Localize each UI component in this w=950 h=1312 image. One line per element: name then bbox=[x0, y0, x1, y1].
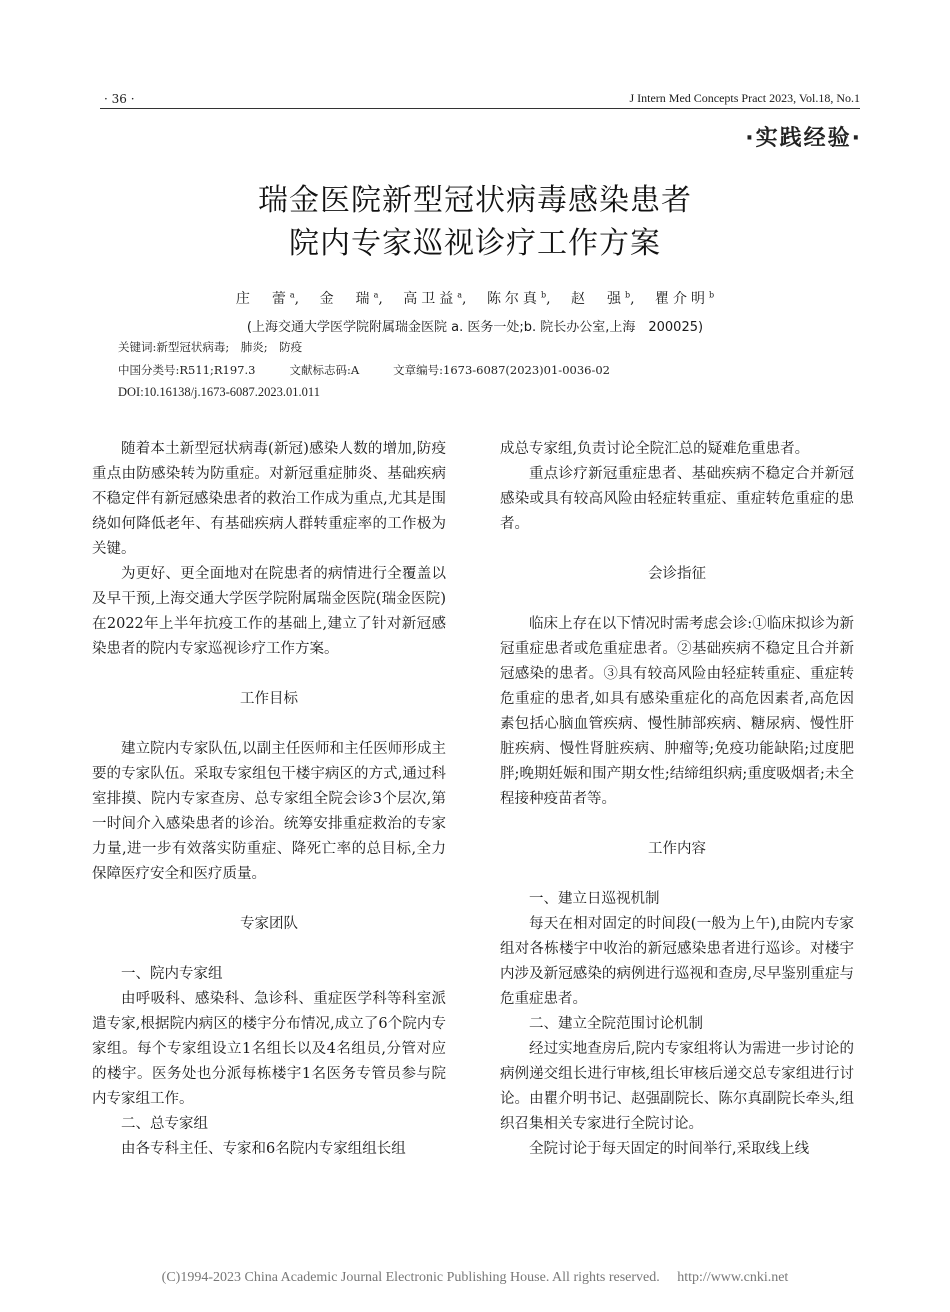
author-affiliation-mark: b bbox=[624, 290, 631, 300]
affiliation: (上海交通大学医学院附属瑞金医院 a. 医务一处;b. 院长办公室,上海 200025) bbox=[246, 320, 704, 335]
heading-consultation-criteria: 会诊指征 bbox=[648, 566, 706, 582]
author-name: 赵 强 bbox=[570, 291, 625, 307]
article-title-line-2: 院内专家巡视诊疗工作方案 bbox=[289, 226, 661, 261]
subheading-general-expert-group: 二、总专家组 bbox=[121, 1116, 208, 1132]
continued-paragraph: 成总专家组,负责讨论全院汇总的疑难危重患者。 bbox=[500, 441, 810, 457]
section-label: ·实践经验· bbox=[745, 126, 862, 151]
author-name: 瞿介明 bbox=[655, 291, 709, 307]
right-column bbox=[500, 437, 854, 1162]
left-column bbox=[92, 437, 446, 1162]
goal-paragraph: 建立院内专家队伍,以副主任医师和主任医师形成主要的专家队伍。采取专家组包干楼宇病区的方式,通过科室排摸、院内专家查房、总专家组全院会诊3个层次,第一时间介入感染患者的诊治。统筹安排重症救治的专家力量,进一步有效落实防重症、降死亡率的总目标,全力保障医疗安全和医疗质量。 bbox=[92, 741, 446, 882]
heading-work-goals: 工作目标 bbox=[240, 691, 298, 707]
author-name: 陈尔真 bbox=[486, 291, 541, 307]
author-affiliation-mark: a bbox=[457, 290, 463, 300]
author-separator: , bbox=[378, 291, 387, 307]
subheading-internal-expert-group: 一、院内专家组 bbox=[121, 966, 223, 982]
team-paragraph-1: 由呼吸科、感染科、急诊科、重症医学科等科室派遣专家,根据院内病区的楼宇分布情况,成立了6个院内专家组。每个专家组设立1名组长以及4名组员,分管对应的楼宇。医务处也分派每栋楼宇1名医务专管员参与院内专家组工作。 bbox=[92, 991, 446, 1107]
intro-paragraph-2: 为更好、更全面地对在院患者的病情进行全覆盖以及早干预,上海交通大学医学院附属瑞金医院(瑞金医院)在2022年上半年抗疫工作的基础上,建立了针对新冠感染患者的院内专家巡视诊疗工作方案。 bbox=[92, 566, 446, 657]
author bbox=[571, 291, 639, 307]
classification-line bbox=[118, 362, 610, 378]
author-name: 高卫益 bbox=[403, 291, 458, 307]
content-paragraph-2: 经过实地查房后,院内专家组将认为需进一步讨论的病例递交组长进行审核,组长审核后递交总专家组进行讨论。由瞿介明书记、赵强副院长、陈尔真副院长牵头,组织召集相关专家进行全院讨论。 bbox=[500, 1041, 854, 1132]
author-name: 庄 蕾 bbox=[235, 291, 290, 307]
author bbox=[655, 291, 714, 307]
focus-paragraph: 重点诊疗新冠重症患者、基础疾病不稳定合并新冠感染或具有较高风险由轻症转重症、重症转危重症的患者。 bbox=[500, 466, 854, 532]
author bbox=[487, 291, 555, 307]
author-separator: , bbox=[462, 291, 471, 307]
author-affiliation-mark: a bbox=[373, 290, 379, 300]
author bbox=[403, 291, 470, 307]
article-number: 文章编号:1673-6087(2023)01-0036-02 bbox=[393, 363, 610, 377]
page-number: · 36 · bbox=[104, 92, 135, 106]
consultation-paragraph: 临床上存在以下情况时需考虑会诊:①临床拟诊为新冠重症患者或危重症患者。②基础疾病不稳定且合并新冠感染的患者。③具有较高风险由轻症转重症、重症转危重症的患者,如具有感染重症化的高危因素者,高危因素包括心脑血管疾病、慢性肺部疾病、糖尿病、慢性肝脏疾病、慢性肾脏疾病、肿瘤等;免疫功能缺陷;过度肥胖;晚期妊娠和围产期女性;结缔组织病;重度吸烟者;未全程接种疫苗者等。 bbox=[500, 616, 854, 807]
content-paragraph-1: 每天在相对固定的时间段(一般为上午),由院内专家组对各栋楼宇中收治的新冠感染患者进行巡诊。对楼宇内涉及新冠感染的病例进行巡视和查房,尽早鉴别重症与危重症患者。 bbox=[500, 916, 854, 1007]
author-name: 金 瑞 bbox=[319, 291, 374, 307]
heading-expert-team: 专家团队 bbox=[240, 916, 298, 932]
journal-citation: J Intern Med Concepts Pract 2023, Vol.18, No.1 bbox=[629, 91, 860, 105]
copyright-footer: (C)1994-2023 China Academic Journal Electronic Publishing House. All rights reserved. http://www.cnki.net bbox=[161, 1270, 789, 1285]
author-list bbox=[0, 288, 950, 308]
document-code: 文献标志码:A bbox=[289, 363, 360, 377]
content-paragraph-3: 全院讨论于每天固定的时间举行,采取线上线 bbox=[529, 1141, 810, 1157]
team-paragraph-2: 由各专科主任、专家和6名院内专家组组长组 bbox=[121, 1141, 406, 1157]
header-rule bbox=[100, 108, 860, 109]
subheading-hospital-discussion: 二、建立全院范围讨论机制 bbox=[529, 1016, 703, 1032]
doi: DOI:10.16138/j.1673-6087.2023.01.011 bbox=[118, 385, 320, 399]
article-title-line-1: 瑞金医院新型冠状病毒感染患者 bbox=[258, 183, 692, 218]
heading-work-content: 工作内容 bbox=[648, 841, 706, 857]
author-affiliation-mark: a bbox=[289, 290, 295, 300]
author-affiliation-mark: b bbox=[709, 290, 715, 300]
intro-paragraph-1: 随着本土新型冠状病毒(新冠)感染人数的增加,防疫重点由防感染转为防重症。对新冠重症肺炎、基础疾病不稳定伴有新冠感染患者的救治工作成为重点,尤其是围绕如何降低老年、有基础疾病人群转重症率的工作极为关键。 bbox=[92, 441, 446, 557]
clc-number: 中国分类号:R511;R197.3 bbox=[118, 363, 256, 377]
author-separator: , bbox=[546, 291, 555, 307]
author bbox=[236, 291, 303, 307]
author bbox=[320, 291, 387, 307]
author-separator: , bbox=[630, 291, 639, 307]
author-affiliation-mark: b bbox=[540, 290, 547, 300]
keywords: 关键词:新型冠状病毒; 肺炎; 防疫 bbox=[118, 340, 303, 354]
subheading-daily-rounds: 一、建立日巡视机制 bbox=[529, 891, 660, 907]
author-separator: , bbox=[294, 291, 304, 307]
